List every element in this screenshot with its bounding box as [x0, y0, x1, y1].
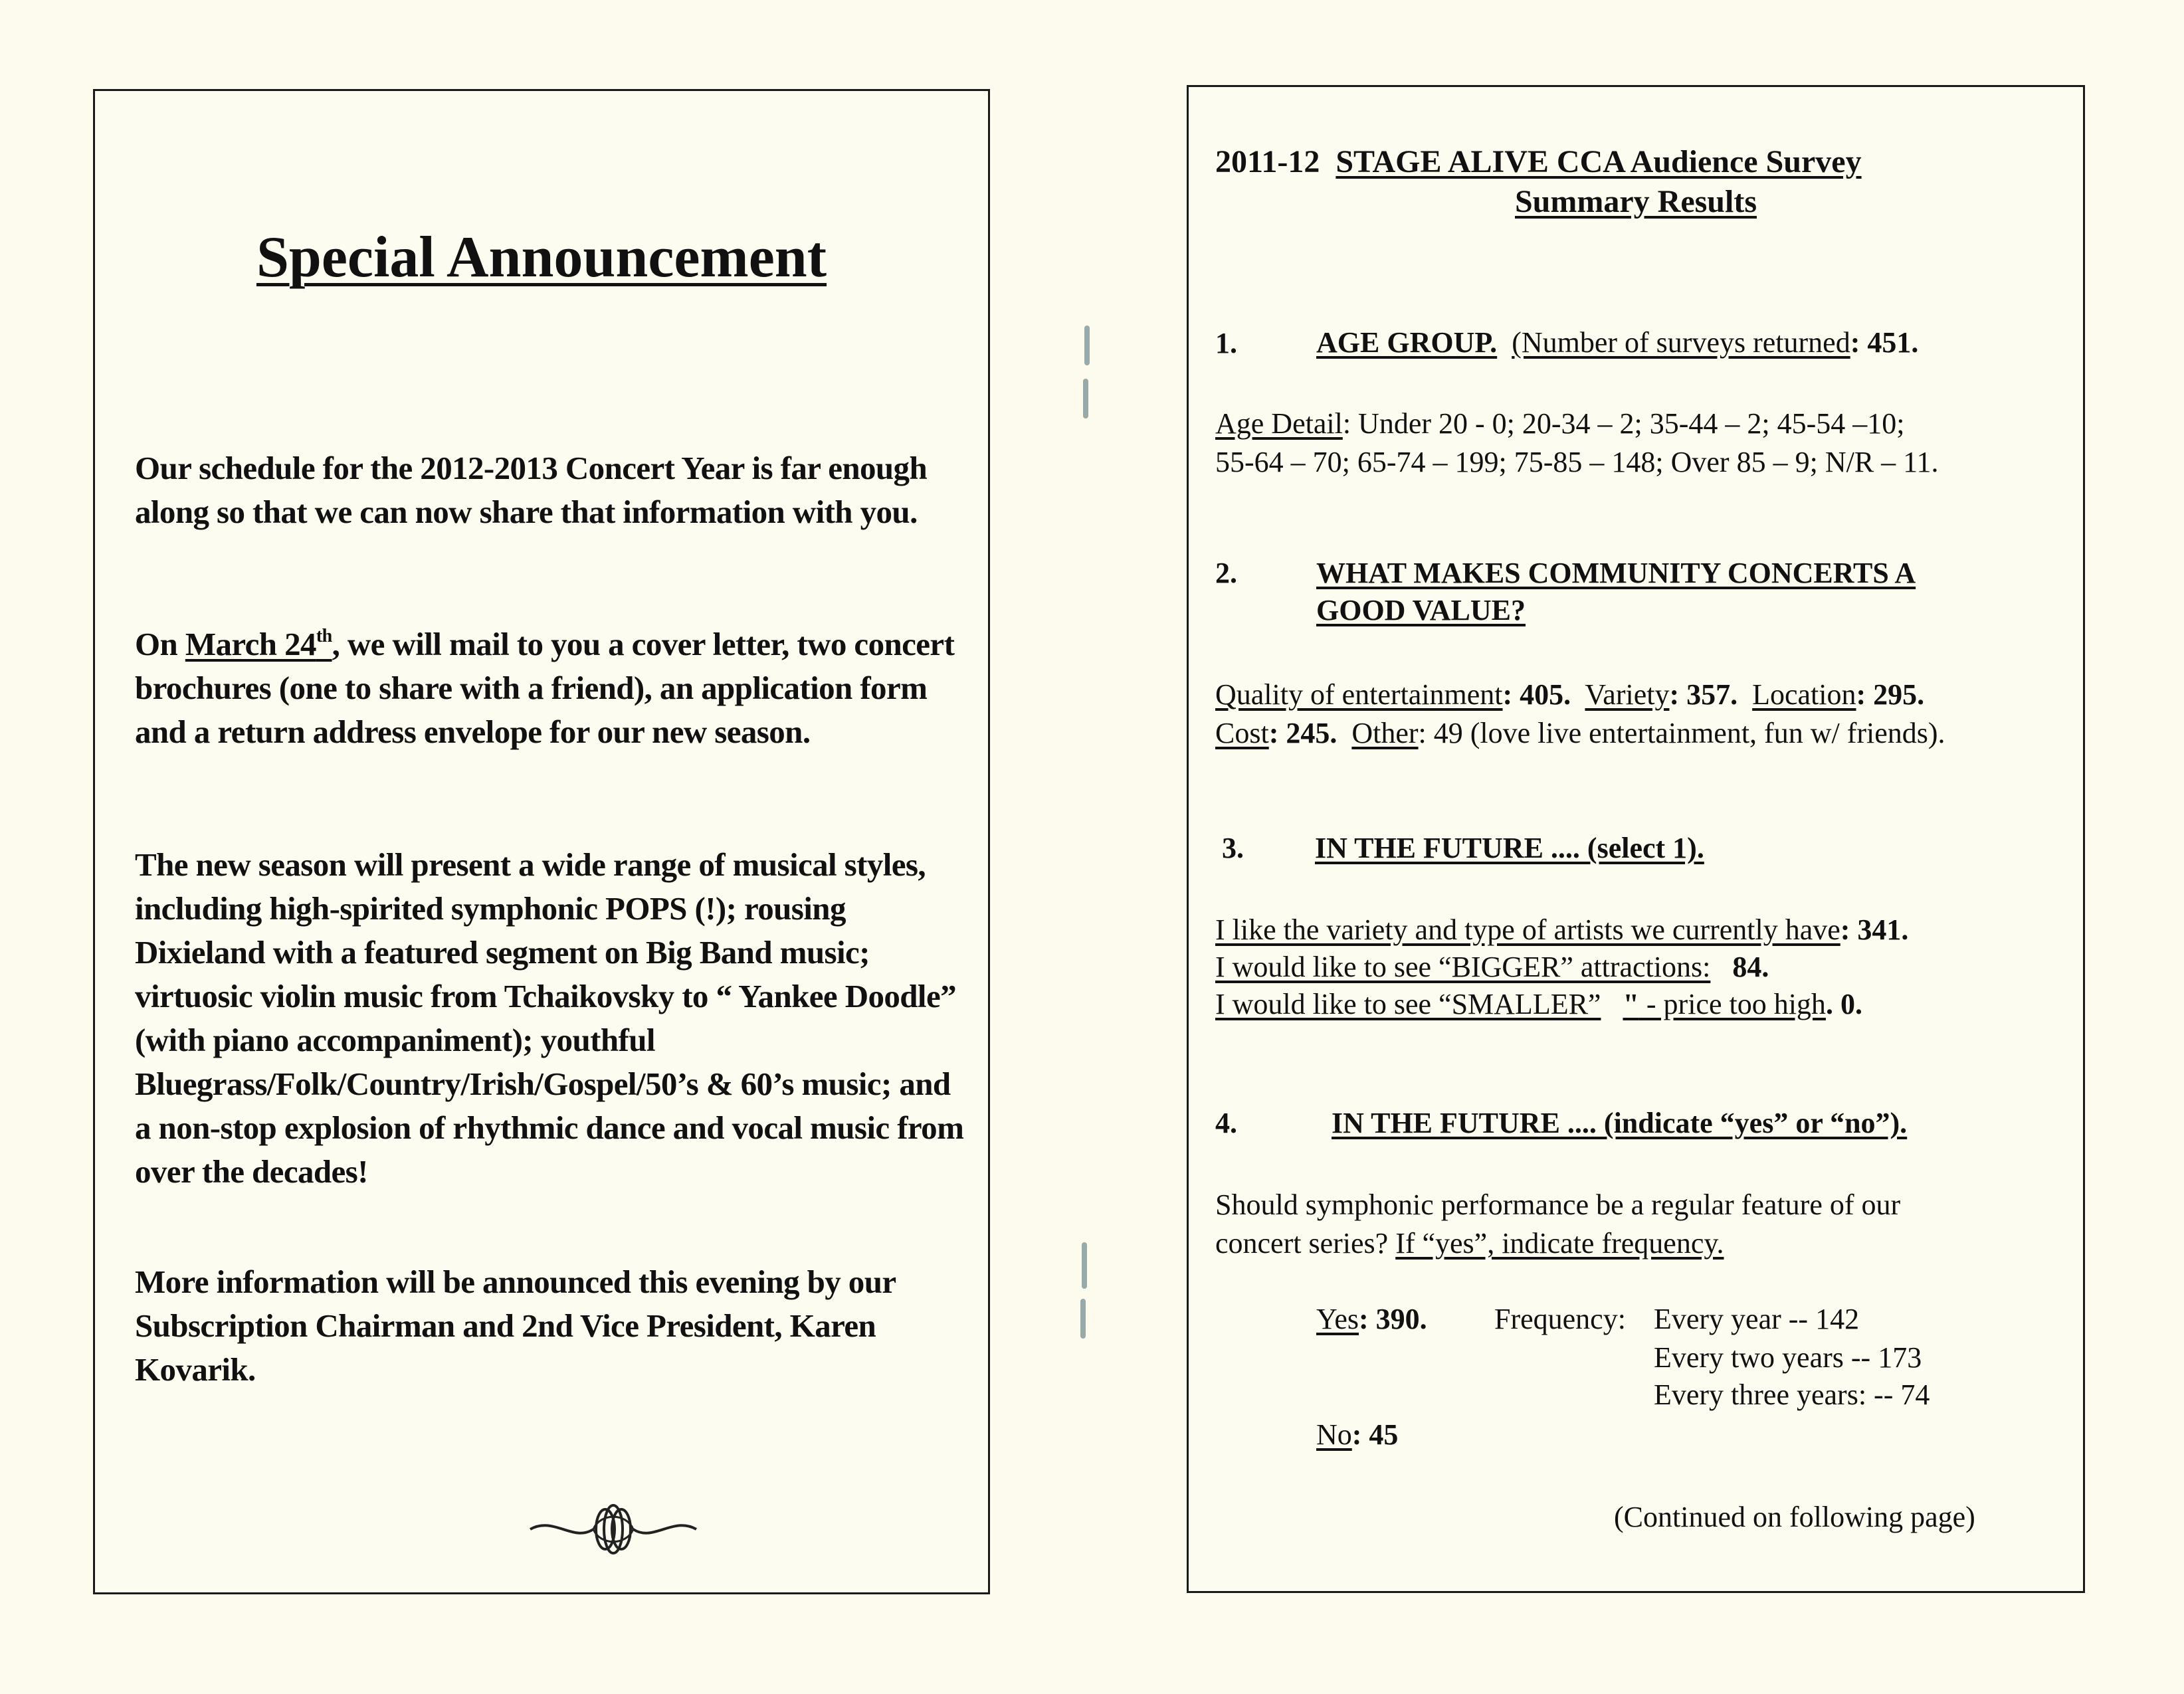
yes-count: Yes: 390. — [1316, 1303, 1427, 1335]
continued-note: (Continued on following page) — [1614, 1501, 1975, 1533]
section-number: 4. — [1215, 1107, 1237, 1139]
future-select-heading: IN THE FUTURE .... (select 1). — [1315, 832, 1704, 864]
symphonic-question-line-1: Should symphonic performance be a regular feature of our — [1215, 1188, 1901, 1221]
staple-mark — [1080, 1299, 1086, 1339]
announcement-panel — [93, 89, 990, 1594]
value-results-line-1: Quality of entertainment: 405. Variety: 357. Location: 295. — [1215, 678, 1925, 711]
age-detail-line-2: 55-64 – 70; 65-74 – 199; 75-85 – 148; Over 85 – 9; N/R – 11. — [1215, 446, 1939, 478]
frequency-three-years: Every three years: -- 74 — [1654, 1378, 1930, 1411]
value-results-line-2: Cost: 245. Other: 49 (love live entertainment, fun w/ friends). — [1215, 717, 1945, 749]
frequency-every-year: Every year -- 142 — [1654, 1303, 1860, 1335]
age-group-heading: AGE GROUP. (Number of surveys returned: 451. — [1316, 326, 1919, 359]
no-count: No: 45 — [1316, 1418, 1399, 1451]
survey-title: 2011-12 STAGE ALIVE CCA Audience Survey — [1215, 144, 1862, 179]
age-detail-line-1: Age Detail: Under 20 - 0; 20-34 – 2; 35-44 – 2; 45-54 –10; — [1215, 407, 1905, 440]
mailing-paragraph: On March 24th, we will mail to you a cover letter, two concert brochures (one to share with a friend), an application form and a return address envelope for our new season. — [135, 626, 955, 750]
survey-panel — [1187, 85, 2085, 1593]
symphonic-question-line-2: concert series? If “yes”, indicate frequency. — [1215, 1227, 1724, 1260]
option-smaller: I would like to see “SMALLER” " - price too high. 0. — [1215, 988, 1862, 1020]
section-number: 3. — [1222, 832, 1244, 864]
schedule-paragraph: Our schedule for the 2012-2013 Concert Year is far enough along so that we can now share that information with you. — [135, 450, 928, 530]
season-paragraph: The new season will present a wide range of musical styles, including high-spirited symphonic POPS (!); rousing Dixieland with a featured segment on Big Band music; virtuosic violin music from Tchaikovsky to “ Yankee Doodle” (with piano accompaniment); youthful Bluegrass/Folk/Country/Irish/Gospel/50’s & 60’s music; and a non-stop explosion of rhythmic dance and vocal music from over the decades! — [135, 846, 964, 1190]
option-current-artists: I like the variety and type of artists we currently have: 341. — [1215, 913, 1909, 946]
survey-subtitle: Summary Results — [1514, 184, 1757, 219]
section-number: 1. — [1215, 327, 1237, 359]
announcement-title: Special Announcement — [256, 225, 827, 290]
section-number: 2. — [1215, 557, 1237, 589]
option-bigger: I would like to see “BIGGER” attractions: 84. — [1215, 951, 1769, 983]
value-heading-line-2: GOOD VALUE? — [1316, 594, 1526, 626]
future-yes-no-heading: IN THE FUTURE .... (indicate “yes” or “no”). — [1332, 1107, 1908, 1139]
frequency-label: Frequency: — [1494, 1303, 1626, 1335]
scroll-ornament-icon — [527, 1499, 700, 1559]
staple-mark — [1082, 1242, 1087, 1289]
value-heading-line-1: WHAT MAKES COMMUNITY CONCERTS A — [1316, 557, 1916, 589]
frequency-two-years: Every two years -- 173 — [1654, 1341, 1922, 1374]
staple-mark — [1084, 326, 1090, 365]
more-info-paragraph: More information will be announced this evening by our Subscription Chairman and 2nd Vice President, Karen Kovarik. — [135, 1264, 896, 1388]
staple-mark — [1083, 379, 1088, 419]
